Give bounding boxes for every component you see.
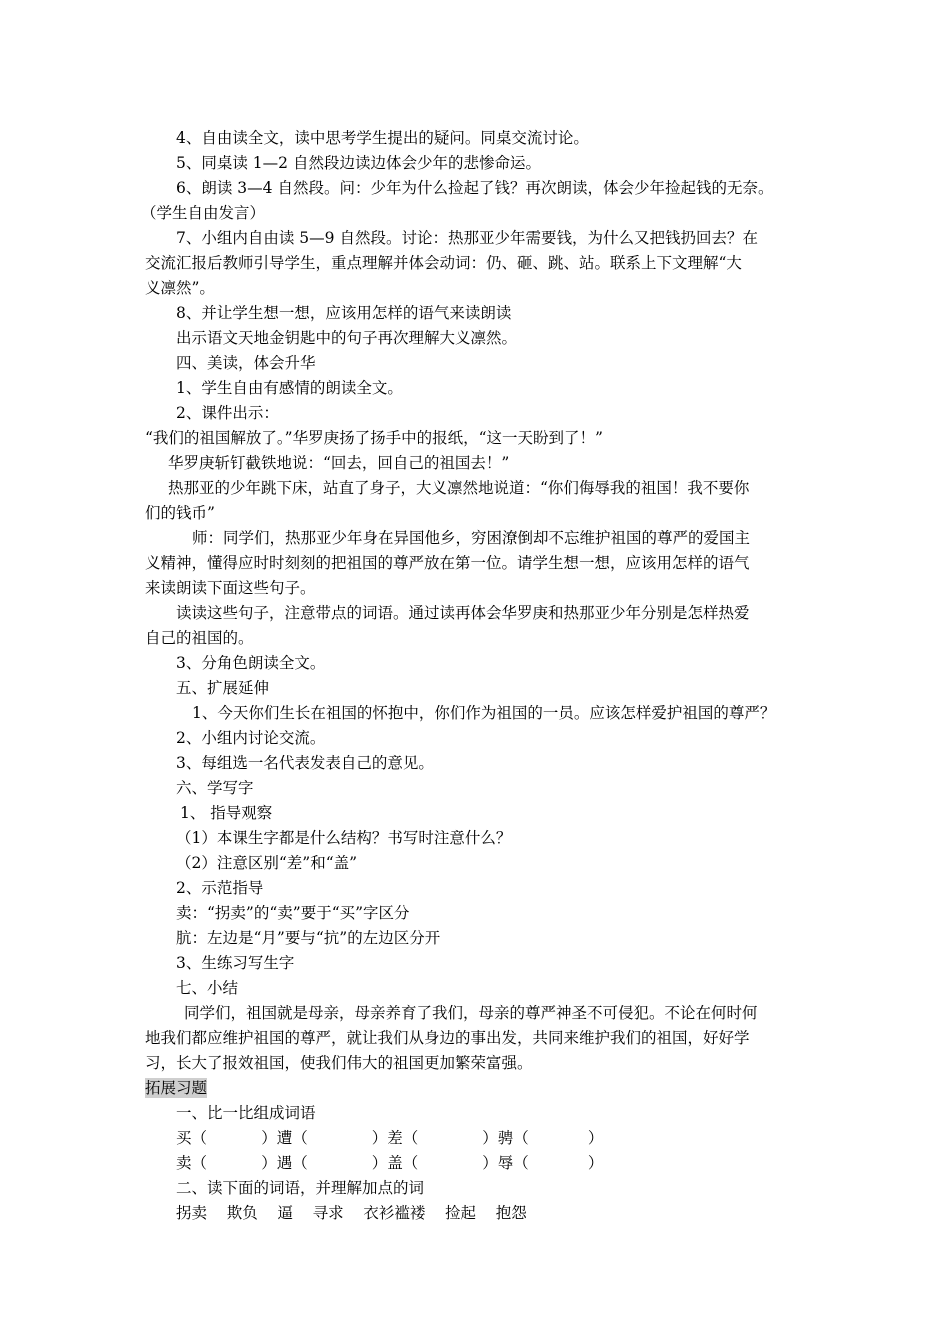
exercise-row: 买（ ）遭（ ）差（ ）骋（ ） — [176, 1129, 604, 1147]
section-heading: 七、小结 — [176, 979, 239, 997]
text-line: 义精神，懂得应时时刻刻的把祖国的尊严放在第一位。请学生想一想，应该用怎样的语气 — [145, 554, 750, 572]
text-line: 同学们，祖国就是母亲，母亲养育了我们，母亲的尊严神圣不可侵犯。不论在何时何 — [184, 1004, 758, 1022]
section-heading: 四、美读，体会升华 — [176, 354, 316, 372]
exercise-heading: 二、读下面的词语，并理解加点的词 — [176, 1179, 425, 1197]
text-line: （2）注意区别“差”和“盖” — [176, 854, 358, 872]
quote-line: 热那亚的少年跳下床，站直了身子，大义凛然地说道：“你们侮辱我的祖国！我不要你 — [168, 479, 750, 497]
text-line: 肮：左边是“月”要与“抗”的左边区分开 — [176, 929, 441, 947]
text-line: 2、小组内讨论交流。 — [176, 729, 326, 747]
exercise-title: 拓展习题 — [145, 1079, 208, 1097]
text-line: 1、 指导观察 — [180, 804, 273, 822]
text-line: 出示语文天地金钥匙中的句子再次理解大义凛然。 — [176, 329, 518, 347]
text-line: 1、今天你们生长在祖国的怀抱中，你们作为祖国的一员。应该怎样爱护祖国的尊严？ — [192, 704, 776, 722]
text-line: 交流汇报后教师引导学生，重点理解并体会动词：仍、砸、跳、站。联系上下文理解“大 — [145, 254, 742, 272]
text-line: （1）本课生字都是什么结构？书写时注意什么？ — [176, 829, 512, 847]
text-line: 来读朗读下面这些句子。 — [145, 579, 316, 597]
text-line: 3、分角色朗读全文。 — [176, 654, 326, 672]
section-heading: 五、扩展延伸 — [176, 679, 270, 697]
text-line: 4、自由读全文，读中思考学生提出的疑问。同桌交流讨论。 — [176, 129, 589, 147]
quote-line: 们的钱币” — [145, 504, 215, 522]
text-line: 2、课件出示： — [176, 404, 279, 422]
text-line: 6、朗读 3—4 自然段。问：少年为什么捡起了钱？再次朗读，体会少年捡起钱的无奈。 — [176, 179, 774, 197]
text-line: 自己的祖国的。 — [145, 629, 254, 647]
exercise-heading: 一、比一比组成词语 — [176, 1104, 316, 1122]
text-line: 3、每组选一名代表发表自己的意见。 — [176, 754, 434, 772]
text-line: 3、生练习写生字 — [176, 954, 295, 972]
text-line: 7、小组内自由读 5—9 自然段。讨论：热那亚少年需要钱，为什么又把钱扔回去？在 — [176, 229, 758, 247]
section-heading: 六、学写字 — [176, 779, 254, 797]
text-line: 2、示范指导 — [176, 879, 264, 897]
text-line: 读读这些句子，注意带点的词语。通过读再体会华罗庚和热那亚少年分别是怎样热爱 — [176, 604, 750, 622]
quote-line: “我们的祖国解放了。”华罗庚扬了扬手中的报纸，“这一天盼到了！” — [145, 429, 603, 447]
text-line: 5、同桌读 1—2 自然段边读边体会少年的悲惨命运。 — [176, 154, 541, 172]
text-line: 1、学生自由有感情的朗读全文。 — [176, 379, 403, 397]
text-line: 习，长大了报效祖国，使我们伟大的祖国更加繁荣富强。 — [145, 1054, 533, 1072]
text-line: 8、并让学生想一想，应该用怎样的语气来读朗读 — [176, 304, 512, 322]
text-line: 师：同学们，热那亚少年身在异国他乡，穷困潦倒却不忘维护祖国的尊严的爱国主 — [192, 529, 751, 547]
exercise-row: 卖（ ）遇（ ）盖（ ）辱（ ） — [176, 1154, 604, 1172]
quote-line: 华罗庚斩钉截铁地说：“回去，回自己的祖国去！” — [168, 454, 510, 472]
exercise-row: 拐卖 欺负 逼 寻求 衣衫褴褛 捡起 抱怨 — [176, 1204, 527, 1222]
text-line: 义凛然”。 — [145, 279, 215, 297]
text-line: 地我们都应维护祖国的尊严，就让我们从身边的事出发，共同来维护我们的祖国，好好学 — [145, 1029, 750, 1047]
text-line: 卖：“拐卖”的“卖”要于“买”字区分 — [176, 904, 410, 922]
text-line: （学生自由发言） — [141, 204, 266, 222]
